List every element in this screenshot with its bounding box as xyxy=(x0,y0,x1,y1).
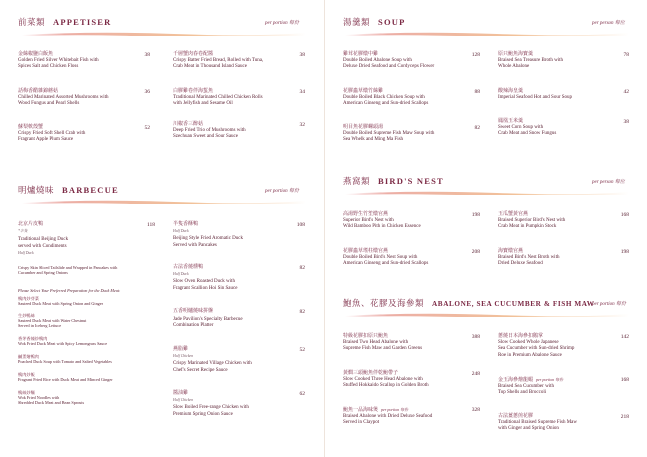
barbecue-title-zh: 明爐燒味 xyxy=(18,185,55,195)
soup-divider xyxy=(337,26,637,36)
item-name-en: Traditional Braised Supreme Fish Maw xyxy=(498,420,577,426)
birdsnest-price-1: 198 xyxy=(471,212,480,218)
item-name-zh: 花膠蟲草燉竹絲雞 xyxy=(343,89,384,94)
item-portion-tag: Half Duck xyxy=(173,272,189,277)
item-portion-inline: per portion 每份 xyxy=(381,407,409,412)
soup-portion: per person 每位 xyxy=(592,21,625,26)
item-name-en: Crab Meat in Pumpkin Stock xyxy=(498,224,557,230)
item-name-en: Double Boiled Bird's Nest Soup with xyxy=(343,255,418,261)
item-name-zh: 明目魚花膠螺頭湯 xyxy=(343,125,384,130)
prep-name-zh: 鴨絲炒麵 xyxy=(18,390,35,395)
item-name-en: Served with Pancakes xyxy=(173,242,217,248)
item-name-en: Braised Abalone with Dried Deluxe Seafood xyxy=(343,414,433,420)
item-name-zh: 金玉海參燴龍蝦 xyxy=(498,378,534,383)
item-portion-tag: Half Chicken xyxy=(173,354,194,359)
item-name-en: Braised Superior Bird's Nest with xyxy=(498,218,566,224)
appetiser-price-1: 38 xyxy=(144,52,150,58)
appetiser-price-5: 52 xyxy=(144,125,150,131)
item-name-en: Spices Salt and Chicken Floss xyxy=(18,64,79,70)
item-portion-tag: Half Chicken xyxy=(173,398,194,403)
soup-price-2: 78 xyxy=(623,52,629,58)
duck-prep-2 xyxy=(18,313,168,328)
item-name-en: Slow Cooked Whole Japanese xyxy=(498,340,559,346)
item-name-en: Golden Fried Silver Whitebait Fish with xyxy=(18,58,99,64)
prep-name-en: Sauteed Duck Meat with Spring Onion and Ginger xyxy=(18,301,104,306)
appetiser-price-6: 32 xyxy=(299,122,305,128)
duck-prep-5 xyxy=(18,372,168,382)
item-name-en: Traditional Marinated Chilled Chicken Rolls xyxy=(173,95,263,101)
item-name-en: Chef's Secret Recipe Sauce xyxy=(173,367,228,373)
item-name-en: Top Shells and Broccoli xyxy=(498,390,547,396)
item-name-zh: 話梅香醋雜錦蘑菇 xyxy=(18,89,59,94)
duck-prep-6 xyxy=(18,390,168,405)
item-name-zh: 白膠雞卷伴海蜇魚 xyxy=(173,89,214,94)
birdsnest-price-3: 208 xyxy=(471,249,480,255)
item-name-en: Deluxe Dried Seafood and Cordyceps Flower xyxy=(343,64,435,70)
item-name-en: Szechuan Sweet and Sour Sauce xyxy=(173,134,238,140)
item-name-zh: 酸辣海皇羹 xyxy=(498,89,524,94)
item-name-zh: 原只鮑魚海寶羹 xyxy=(498,52,534,57)
birdsnest-price-2: 168 xyxy=(620,212,629,218)
item-name-zh: 玉瓜蟹黃官燕 xyxy=(498,212,529,217)
soup-price-5: 82 xyxy=(474,125,480,131)
item-name-zh: 金絲椒鹽白飯魚 xyxy=(18,52,54,57)
abalone-price-6: 218 xyxy=(620,414,629,420)
prep-name-en: Sauteed Duck Meat with Water Chestnut xyxy=(18,318,87,323)
item-name-zh: 燕脂雞 xyxy=(173,347,189,352)
item-name-en: Crab Meat and Snow Fungus xyxy=(498,131,557,137)
item-name-en: Double Boiled Abalone Soup with xyxy=(343,58,412,64)
item-name-zh: 千層蟹肉春卷配醬 xyxy=(173,52,214,57)
soup-price-3: 88 xyxy=(474,89,480,95)
item-name-en: Sweet Corn Soup with xyxy=(498,125,544,131)
birdsnest-title-en: BIRD'S NEST xyxy=(378,176,444,186)
soup-title-en: SOUP xyxy=(378,17,406,27)
barbecue-price-4: 52 xyxy=(299,347,305,353)
item-name-zh: 五香明爐燒味拼盤 xyxy=(173,309,214,314)
item-name-zh: 醬油雞 xyxy=(173,391,189,396)
item-name-en: Imperial Seafood Hot and Sour Soup xyxy=(498,95,573,101)
item-portion-inline: per portion 每份 xyxy=(536,377,564,382)
prep-name-en: Fragrant Fried Rice with Duck Meat and Minced Ginger xyxy=(18,377,113,382)
item-name-en: Premium Spring Onion Sauce xyxy=(173,411,233,417)
item-name-en: Chilled Marinated Assorted Mushrooms with xyxy=(18,95,109,101)
duck-prep-1 xyxy=(18,296,168,306)
soup-price-6: 38 xyxy=(623,119,629,125)
item-name-en: American Ginseng and Sun-dried Scallops xyxy=(343,101,429,107)
item-name-zh: 北京片皮鴨 xyxy=(18,222,44,227)
soup-title-zh: 湯羹類 xyxy=(343,17,371,27)
abalone-portion: per portion 每份 xyxy=(592,302,626,307)
abalone-price-1: 388 xyxy=(471,334,480,340)
note-line: Cucumber and Spring Onions xyxy=(18,270,68,275)
appetiser-price-2: 38 xyxy=(299,52,305,58)
item-name-en: Slow Cooked Three Head Abalone with xyxy=(343,377,423,383)
item-name-en: Crispy Fried Soft Shell Crab with xyxy=(18,131,86,137)
soup-price-1: 128 xyxy=(471,52,480,58)
item-name-en: with Jellyfish and Sesame Oil xyxy=(173,101,233,107)
prep-name-zh: 鴨肉炒芽菜 xyxy=(18,296,39,301)
prep-name-en: Poached Duck Soup with Tomato and Salted Vegetables xyxy=(18,359,112,364)
item-name-en: Roe in Premium Abalone Sauce xyxy=(498,352,562,358)
item-name-zh: 蔥燒日本海參扣鵝掌 xyxy=(498,334,544,339)
item-name-en: Braised Sea Cucumber with xyxy=(498,384,554,390)
appetiser-price-4: 34 xyxy=(299,89,305,95)
item-name-en: Double Boiled Black Chicken Soup with xyxy=(343,95,425,101)
item-name-en: Deep Fried Trio of Mushrooms with xyxy=(173,128,246,134)
item-name-en: with Ginger and Spring Onion xyxy=(498,426,559,432)
abalone-price-2: 142 xyxy=(620,334,629,340)
item-name-zh: 高湯野生竹笙燉官燕 xyxy=(343,212,389,217)
birdsnest-portion: per person 每位 xyxy=(592,180,625,185)
barbecue-price-2: 82 xyxy=(299,265,305,271)
item-name-en: Supreme Fish Maw and Garden Greens xyxy=(343,346,423,352)
item-name-en: Traditional Beijing Duck xyxy=(18,237,69,243)
barbecue-title-en: BARBECUE xyxy=(62,185,119,195)
birdsnest-divider xyxy=(337,185,637,195)
item-name-en: Beijing Style Fried Aromatic Duck xyxy=(173,236,243,242)
barbecue-divider xyxy=(14,194,314,204)
duck-prep-4 xyxy=(18,354,168,364)
item-name-en: American Ginseng and Sun-dried Scallops xyxy=(343,261,429,267)
item-name-zh: 雞茸花膠燉中雞 xyxy=(343,52,379,57)
barbecue-price-3: 82 xyxy=(299,309,305,315)
item-name-en: Braised Sea Treasure Broth with xyxy=(498,58,563,64)
abalone-divider xyxy=(337,307,637,317)
appetiser-portion: per portion 每份 xyxy=(265,21,299,26)
item-name-en: Jade Pavilion's Specialty Barbecue xyxy=(173,317,243,323)
item-name-en: Wild Bamboo Pith in Chicken Essence xyxy=(343,224,421,230)
item-name-zh: 古法香燒燻鴨 xyxy=(173,265,204,270)
item-name-en: Whole Abalone xyxy=(498,64,530,70)
item-name-en: Crispy Marinated Village Chicken with xyxy=(173,361,252,367)
prep-name-zh: 鴨肉炒飯 xyxy=(18,372,35,377)
abalone-price-4: 168 xyxy=(620,377,629,383)
left-page xyxy=(0,0,323,457)
appetiser-title-en: APPETISER xyxy=(53,17,112,27)
beijing-duck-note xyxy=(18,265,168,275)
item-name-en: Crab Meat in Thousand Island Sauce xyxy=(173,64,247,70)
abalone-title-zh: 鮑魚、花膠及海參類 xyxy=(343,298,425,308)
item-name-en: Crispy Batter Fried Bread, Rolled with Tuna, xyxy=(173,58,264,64)
item-name-zh: 鮑魚一品海味煲 xyxy=(343,408,379,413)
item-name-en: Stuffed Hokkaido Scallop in Golden Broth xyxy=(343,383,429,389)
prep-name-en: Wok Fried Noodles with xyxy=(18,395,60,400)
item-name-en: Double Boiled Supreme Fish Maw Soup with xyxy=(343,131,435,137)
item-name-zh: 特級花膠扣原只鮑魚 xyxy=(343,334,389,339)
prep-name-zh: 香茅香辣炒鴨肉 xyxy=(18,336,48,341)
item-name-en: Slow Boiled Free-range Chicken with xyxy=(173,405,249,411)
item-name-zh: 半隻香酥鴨 xyxy=(173,222,199,227)
item-name-en: Sea Whelk and Ming Ma Fish xyxy=(343,137,404,143)
item-name-zh: 花膠蟲草瑤柱燉官燕 xyxy=(343,249,389,254)
item-name-en: Fragrant Apple Plum Sauce xyxy=(18,137,74,143)
item-name-en: Superior Bird's Nest with xyxy=(343,218,394,224)
item-name-zh: 蘇梨軟殼蟹 xyxy=(18,125,44,130)
prep-name-zh: 生炒鴨絲 xyxy=(18,313,35,318)
prep-name-en: Shredded Duck Meat and Bean Sprouts xyxy=(18,400,85,405)
item-name-en: Dried Deluxe Seafood xyxy=(498,261,543,267)
item-name-zh: 川椒香三醉菇 xyxy=(173,122,204,127)
appetiser-divider xyxy=(14,26,314,36)
appetiser-price-3: 36 xyxy=(144,89,150,95)
item-name-en: Served in Claypot xyxy=(343,420,380,426)
abalone-price-5: 328 xyxy=(471,407,480,413)
beijing-duck-price: 118 xyxy=(146,222,155,228)
item-name-zh: 海寶燉官燕 xyxy=(498,249,524,254)
item-name-zh: 鳳凰玉米羹 xyxy=(498,119,524,124)
item-name-en: Braised Bird's Nest Broth with xyxy=(498,255,560,261)
duck-preparation-prompt: Please Select Your Preferred Preparation for the Duck Meat: xyxy=(18,288,121,293)
item-name-en: Sea Cucumber with Sun-dried Shrimp xyxy=(498,346,575,352)
note-line: Crispy Skin Sliced Tailslide and Wrapped in Pancakes with xyxy=(18,265,118,270)
item-portion-tag: Half Duck xyxy=(173,229,189,234)
birdsnest-price-4: 198 xyxy=(620,249,629,255)
appetiser-title-zh: 前菜類 xyxy=(18,17,46,27)
prep-name-zh: 鹹蛋燴鴨肉 xyxy=(18,354,39,359)
prep-name-en: Served in Iceberg Lettuce xyxy=(18,323,62,328)
item-name-en: served with Condiments xyxy=(18,243,67,249)
item-portion-tag: Half Duck xyxy=(18,250,34,255)
item-name-en: Braised Two Head Abalone with xyxy=(343,340,409,346)
item-name-zh: 黃燜三頭鮑魚伴乾鮑帶子 xyxy=(343,371,399,376)
barbecue-price-5: 62 xyxy=(299,391,305,397)
barbecue-portion: per portion 每份 xyxy=(265,189,299,194)
abalone-price-3: 248 xyxy=(471,371,480,377)
item-name-en: Slow Oven Roasted Duck with xyxy=(173,279,235,285)
birdsnest-title-zh: 燕窩類 xyxy=(343,176,371,186)
item-portion-zh: *半隻 xyxy=(18,229,28,234)
item-name-zh: 古法薑蔥煎花膠 xyxy=(498,414,534,419)
item-name-en: Combination Platter xyxy=(173,323,214,329)
item-name-en: Fragrant Scallion Hoi Sin Sauce xyxy=(173,285,238,291)
prep-name-en: Wok Fried Duck Meat with Spicy Lemongrass Sauce xyxy=(18,341,108,346)
duck-prep-3 xyxy=(18,336,168,346)
soup-price-4: 42 xyxy=(623,89,629,95)
barbecue-price-1: 108 xyxy=(296,222,305,228)
item-name-en: Wood Fungus and Pearl Shells xyxy=(18,101,80,107)
abalone-title-en: ABALONE, SEA CUCUMBER & FISH MAW xyxy=(432,300,595,308)
right-page xyxy=(324,0,647,457)
